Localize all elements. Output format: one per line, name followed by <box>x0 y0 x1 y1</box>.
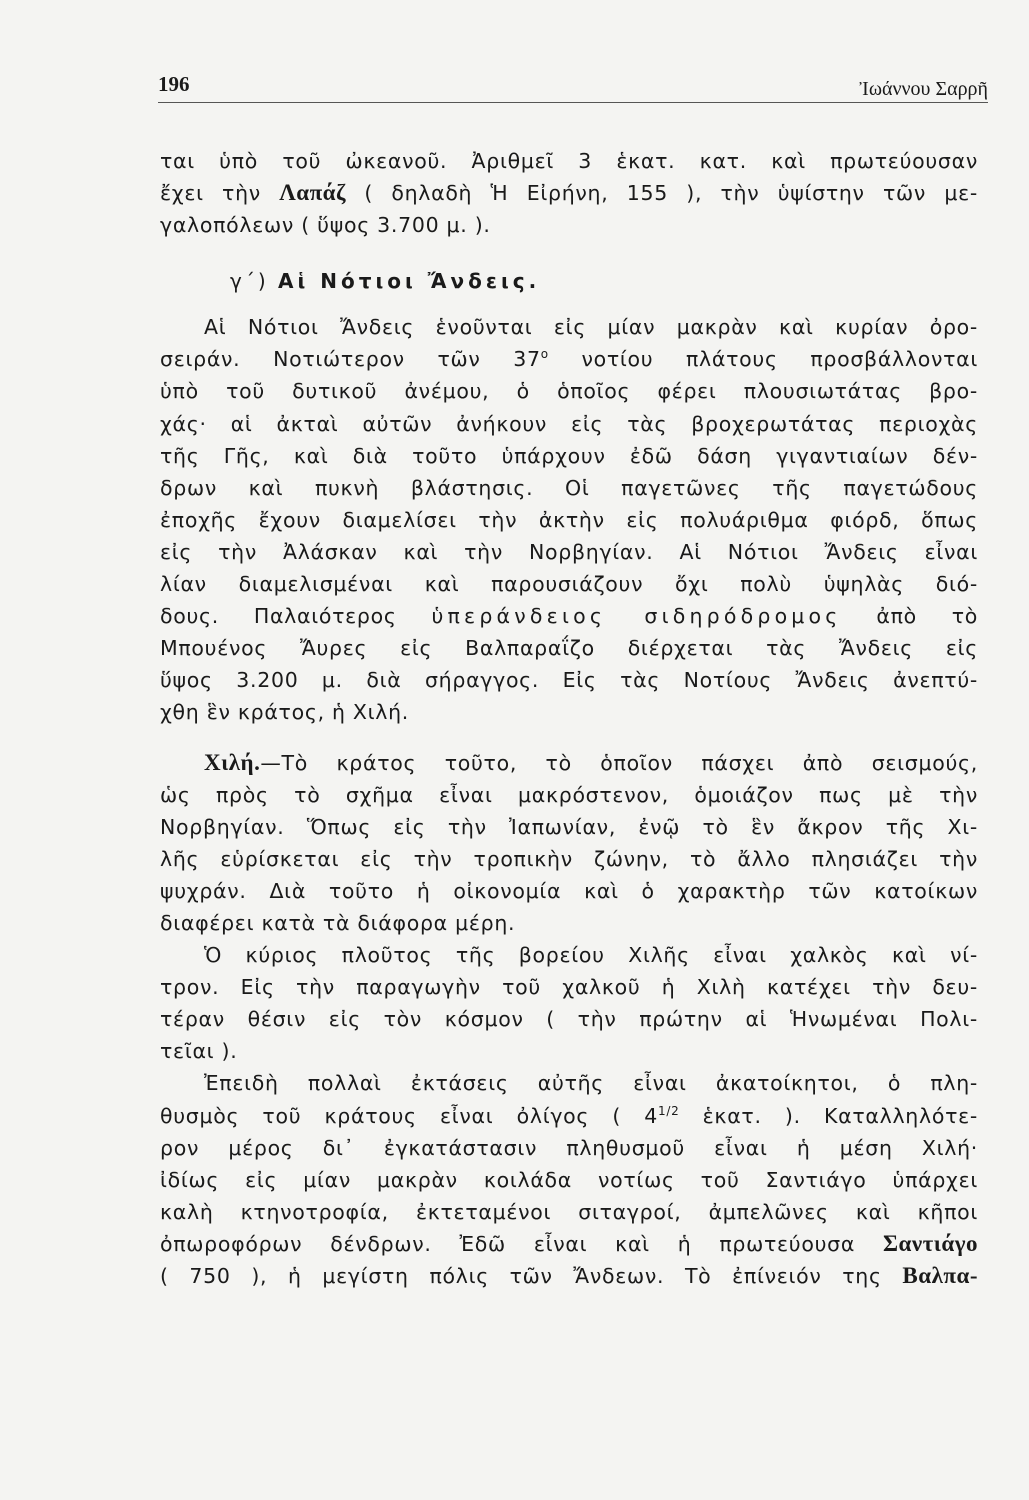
text-line: χθη ἓν κράτος, ἡ Χιλή. <box>160 700 410 725</box>
text-line: ἰδίως εἰς μίαν μακρὰν κοιλάδα νοτίως τοῦ Σαντιάγο ὑπάρχει <box>160 1167 978 1192</box>
page-number: 196 <box>158 72 190 96</box>
body-text <box>160 145 978 1292</box>
text-fragment: σειράν. Νοτιώτερον τῶν 37 <box>160 347 541 372</box>
section-heading <box>160 265 978 297</box>
text-line <box>160 1100 978 1132</box>
text-line: ρον μέρος δι᾽ ἐγκατάστασιν πληθυσμοῦ εἶναι ἡ μέση Χιλή· <box>160 1135 978 1160</box>
degree-mark: ο <box>540 347 549 362</box>
text-line <box>160 747 978 779</box>
text-line: δρων καὶ πυκνὴ βλάστησις. Οἱ παγετῶνες τῆς παγετώδους <box>160 475 978 500</box>
text-line: τρον. Εἰς τὴν παραγωγὴν τοῦ χαλκοῦ ἡ Χιλὴ κατέχει τὴν δευ- <box>160 975 978 1000</box>
place-name-bold: Βαλπα- <box>902 1263 978 1288</box>
text-line: λῆς εὑρίσκεται εἰς τὴν τροπικὴν ζώνην, τὸ ἄλλο πλησιάζει τὴν <box>160 846 978 871</box>
text-fragment: δους. Παλαιότερος <box>160 604 397 629</box>
text-line: ὡς πρὸς τὸ σχῆμα εἶναι μακρόστενον, ὁμοιάζον πως μὲ τὴν <box>160 782 978 807</box>
text-line: τῆς Γῆς, καὶ διὰ τοῦτο ὑπάρχουν ἐδῶ δάση γιγαντιαίων δέν- <box>160 443 978 468</box>
spaced-emphasis: ὑπεράνδειος σιδηρόδρομος <box>431 604 842 629</box>
text-line: τεῖαι ). <box>160 1039 238 1064</box>
page-header <box>158 66 988 103</box>
fraction: 1/2 <box>658 1103 680 1118</box>
text-line: διαφέρει κατὰ τὰ διάφορα μέρη. <box>160 910 516 935</box>
text-fragment: ( δηλαδὴ Ἡ Εἰρήνη, 155 ), τὴν ὑψίστην τῶν με- <box>364 181 978 206</box>
text-line <box>160 1260 978 1292</box>
text-line: ὑπὸ τοῦ δυτικοῦ ἀνέμου, ὁ ὁποῖος φέρει πλουσιωτάτας βρο- <box>160 379 978 404</box>
text-line: καλὴ κτηνοτροφία, ἐκτεταμένοι σιταγροί, ἀμπελῶνες καὶ κῆποι <box>160 1199 978 1224</box>
text-line <box>160 600 978 632</box>
text-line <box>160 1228 978 1260</box>
text-fragment: ἑκατ. ). Καταλληλότε- <box>679 1103 978 1128</box>
text-line <box>160 343 978 375</box>
text-line: εἰς τὴν Ἀλάσκαν καὶ τὴν Νορβηγίαν. Αἱ Νότιοι Ἄνδεις εἶναι <box>160 539 978 564</box>
text-fragment: θυσμὸς τοῦ κράτους εἶναι ὀλίγος ( 4 <box>160 1103 659 1128</box>
text-line: Μπουένος Ἄυρες εἰς Βαλπαραΐζο διέρχεται τὰς Ἄνδεις εἰς <box>160 636 978 661</box>
text-line: γαλοπόλεων ( ὕψος 3.700 μ. ). <box>160 213 491 238</box>
text-fragment: ἔχει τὴν <box>160 181 261 206</box>
text-line: Ἐπειδὴ πολλαὶ ἐκτάσεις αὐτῆς εἶναι ἀκατοίκητοι, ὁ πλη- <box>204 1071 978 1096</box>
paragraph-lead-bold: Χιλή. <box>204 749 261 775</box>
text-line: ψυχράν. Διὰ τοῦτο ἡ οἰκονομία καὶ ὁ χαρακτὴρ τῶν κατοίκων <box>160 878 978 903</box>
text-fragment: ὀπωροφόρων δένδρων. Ἐδῶ εἶναι καὶ ἡ πρωτεύουσα <box>160 1231 856 1256</box>
text-line: ἐποχῆς ἔχουν διαμελίσει τὴν ἀκτὴν εἰς πολυάριθμα φιόρδ, ὅπως <box>160 507 978 532</box>
text-line: Αἱ Νότιοι Ἄνδεις ἑνοῦνται εἰς μίαν μακρὰν καὶ κυρίαν ὀρο- <box>204 315 978 340</box>
place-name-bold: Λαπάζ <box>279 180 347 206</box>
text-fragment: —Τὸ κράτος τοῦτο, τὸ ὁποῖον πάσχει ἀπὸ σεισμούς, <box>260 750 978 775</box>
place-name-bold: Σαντιάγο <box>883 1230 978 1256</box>
running-head: Ἰωάννου Σαρρῆ <box>859 78 988 100</box>
text-line <box>160 177 978 209</box>
text-line: λίαν διαμελισμέναι καὶ παρουσιάζουν ὄχι πολὺ ὑψηλὰς διό- <box>160 572 978 597</box>
section-title: Αἱ Νότιοι Ἄνδεις. <box>278 269 541 294</box>
text-line: ὕψος 3.200 μ. διὰ σήραγγος. Εἰς τὰς Νοτίους Ἄνδεις ἀνεπτύ- <box>160 668 978 693</box>
text-line: Νορβηγίαν. Ὅπως εἰς τὴν Ἰαπωνίαν, ἐνῷ τὸ ἓν ἄκρον τῆς Χι- <box>160 814 978 839</box>
text-line: Ὁ κύριος πλοῦτος τῆς βορείου Χιλῆς εἶναι χαλκὸς καὶ νί- <box>204 943 978 968</box>
section-label: γ΄) <box>230 269 269 294</box>
text-line: ται ὑπὸ τοῦ ὠκεανοῦ. Ἀριθμεῖ 3 ἑκατ. κατ. καὶ πρωτεύουσαν <box>160 149 978 173</box>
text-fragment: νοτίου πλάτους προσβάλλονται <box>548 347 978 372</box>
text-line: χάς· αἱ ἀκταὶ αὐτῶν ἀνήκουν εἰς τὰς βροχερωτάτας περιοχὰς <box>160 411 978 436</box>
text-fragment: ( 750 ), ἡ μεγίστη πόλις τῶν Ἄνδεων. Τὸ ἐπίνειόν της <box>160 1264 882 1288</box>
text-fragment: ἀπὸ τὸ <box>841 604 978 629</box>
text-line: τέραν θέσιν εἰς τὸν κόσμον ( τὴν πρώτην αἱ Ἡνωμέναι Πολι- <box>160 1007 978 1032</box>
